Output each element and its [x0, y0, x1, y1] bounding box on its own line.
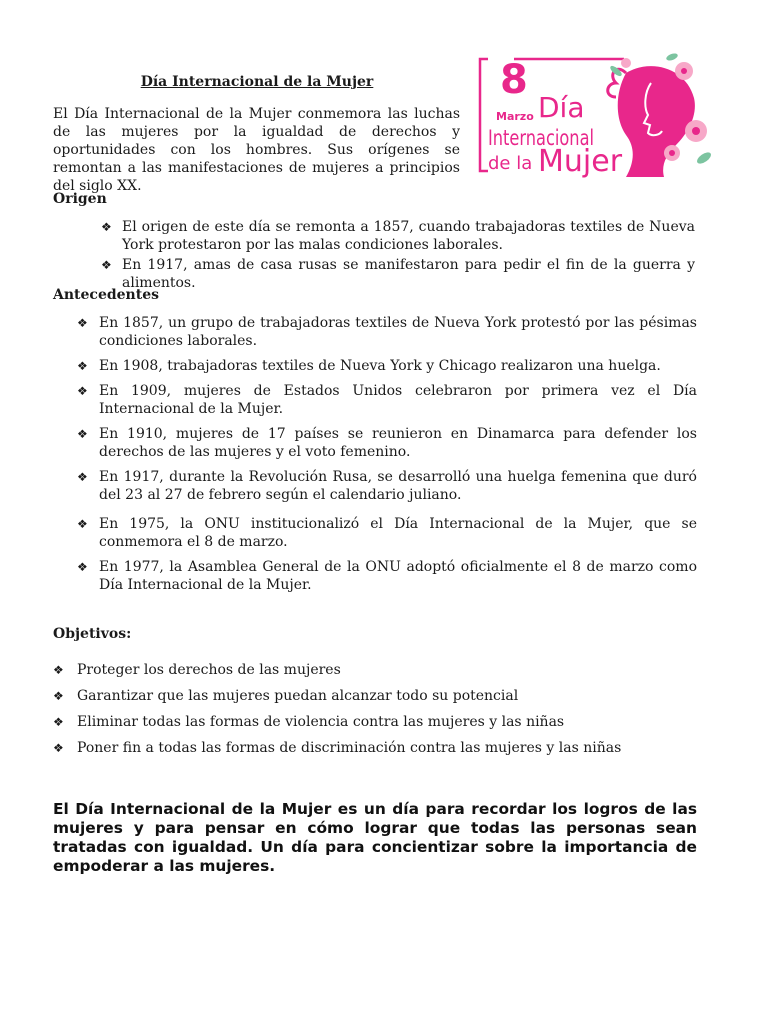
- logo-line1: Día: [538, 91, 585, 124]
- list-item: ❖ Garantizar que las mujeres puedan alcanzar todo su potencial: [53, 688, 519, 704]
- diamond-bullet-icon: ❖: [53, 715, 64, 729]
- antecedentes-list: [77, 314, 697, 601]
- list-item: ❖ En 1917, durante la Revolución Rusa, se desarrolló una huelga femenina que duró del 23 al 27 de febrero según el calendario juliano.: [77, 469, 697, 503]
- list-item: ❖ En 1857, un grupo de trabajadoras textiles de Nueva York protestó por las pésimas condiciones laborales.: [77, 315, 697, 349]
- list-item: ❖ En 1909, mujeres de Estados Unidos celebraron por primera vez el Día Internacional de la Mujer.: [77, 383, 697, 417]
- diamond-bullet-icon: ❖: [77, 384, 88, 398]
- logo-line2: Internacional: [488, 126, 594, 150]
- document-title: Día Internacional de la Mujer: [140, 74, 374, 90]
- diamond-bullet-icon: ❖: [77, 517, 88, 531]
- list-item: ❖ El origen de este día se remonta a 1857, cuando trabajadoras textiles de Nueva York protestaron por las malas condiciones laborales.: [101, 219, 695, 253]
- diamond-bullet-icon: ❖: [77, 359, 88, 373]
- objetivos-list: [53, 661, 653, 765]
- list-item: ❖ En 1975, la ONU institucionalizó el Día Internacional de la Mujer, que se conmemora el 8 de marzo.: [77, 516, 697, 550]
- list-item: ❖ Poner fin a todas las formas de discriminación contra las mujeres y las niñas: [53, 740, 622, 756]
- logo-line3b: Mujer: [538, 144, 623, 179]
- origen-list: [101, 218, 695, 294]
- objetivos-heading: Objetivos:: [53, 626, 132, 642]
- diamond-bullet-icon: ❖: [101, 258, 112, 272]
- list-item: ❖ En 1910, mujeres de 17 países se reunieron en Dinamarca para defender los derechos de las mujeres y el voto femenino.: [77, 426, 697, 460]
- logo-line3a: de la: [488, 153, 533, 174]
- list-item: ❖ Proteger los derechos de las mujeres: [53, 662, 341, 678]
- list-item: ❖ Eliminar todas las formas de violencia contra las mujeres y las niñas: [53, 714, 565, 730]
- diamond-bullet-icon: ❖: [53, 741, 64, 755]
- list-item: ❖ En 1917, amas de casa rusas se manifestaron para pedir el fin de la guerra y alimentos.: [101, 257, 695, 291]
- logo-month: Marzo: [496, 110, 534, 123]
- diamond-bullet-icon: ❖: [101, 220, 112, 234]
- diamond-bullet-icon: ❖: [53, 689, 64, 703]
- origen-heading: Origen: [53, 191, 107, 207]
- list-item: ❖ En 1977, la Asamblea General de la ONU adoptó oficialmente el 8 de marzo como Día Internacional de la Mujer.: [77, 559, 697, 593]
- intro-paragraph: El Día Internacional de la Mujer conmemora las luchas de las mujeres por la igualdad de derechos y oportunidades con los hombres. Sus orígenes se remontan a las manifestaciones de mujeres a principios del siglo XX.: [53, 106, 460, 194]
- diamond-bullet-icon: ❖: [53, 663, 64, 677]
- diamond-bullet-icon: ❖: [77, 316, 88, 330]
- list-item: ❖ En 1908, trabajadoras textiles de Nueva York y Chicago realizaron una huelga.: [77, 358, 661, 374]
- diamond-bullet-icon: ❖: [77, 470, 88, 484]
- closing-paragraph: El Día Internacional de la Mujer es un día para recordar los logros de las mujeres y para pensar en cómo lograr que todas las personas sean tratadas con igualdad. Un día para concientizar sobre la importancia de empoderar a las mujeres.: [53, 800, 697, 875]
- diamond-bullet-icon: ❖: [77, 427, 88, 441]
- womens-day-logo: [476, 53, 712, 179]
- logo-number: 8: [500, 57, 528, 103]
- diamond-bullet-icon: ❖: [77, 560, 88, 574]
- antecedentes-heading: Antecedentes: [53, 287, 159, 303]
